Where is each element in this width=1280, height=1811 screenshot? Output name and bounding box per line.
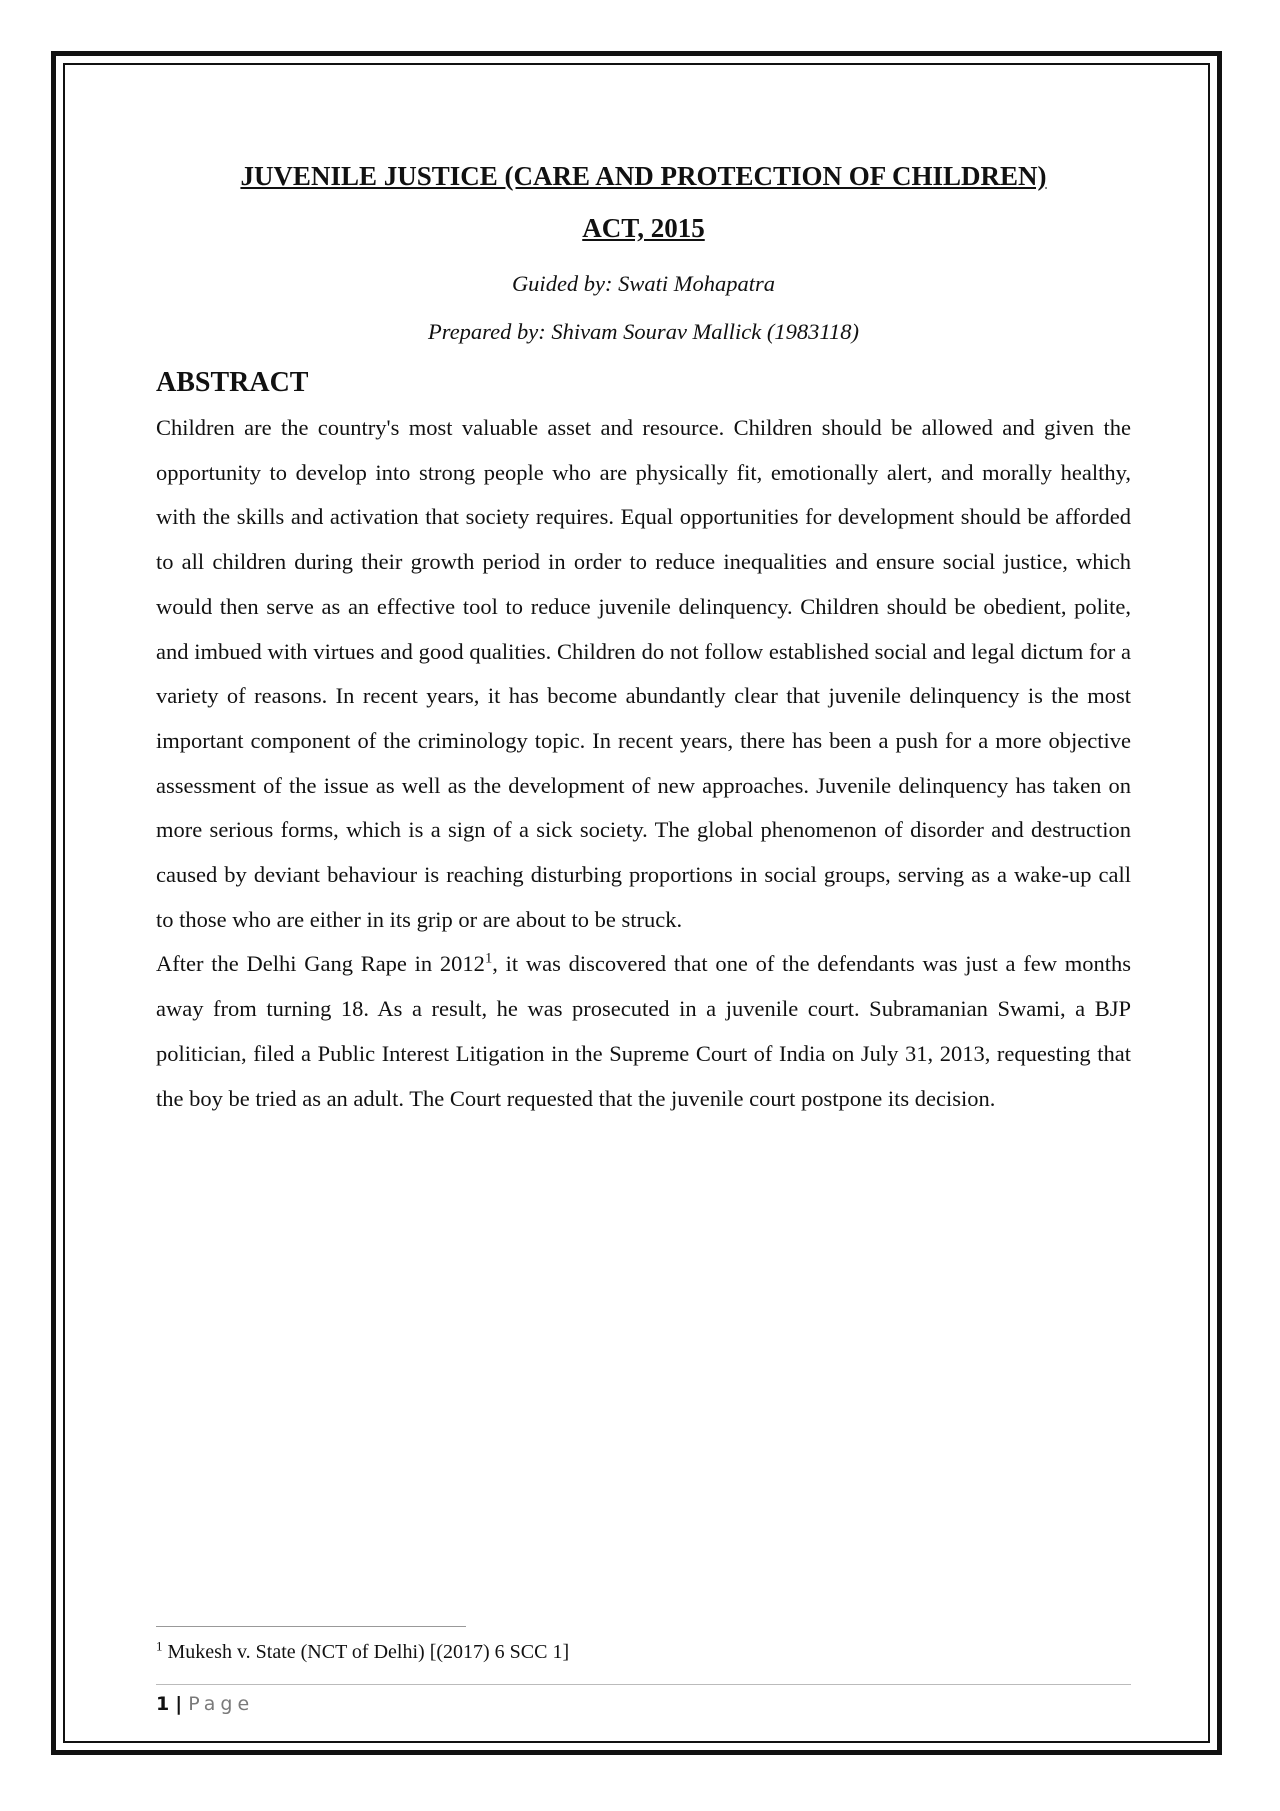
page-footer <box>156 1690 254 1718</box>
abstract-paragraph-2 <box>156 942 1131 1121</box>
document-title-line-2: ACT, 2015 <box>582 213 705 243</box>
page-number: 1 <box>156 1693 170 1715</box>
page-label: Page <box>188 1693 255 1715</box>
guided-by: Guided by: Swati Mohapatra <box>511 271 776 296</box>
abstract-paragraph-1: Children are the country's most valuable asset and resource. Children should be allowed and given the opportunity to develop into strong people who are physically fit, emotionally alert, and morally healthy, with the skills and activation that society requires. Equal opportunities for development should be afforded to all children during their growth period in order to reduce inequalities and ensure social justice, which would then serve as an effective tool to reduce juvenile delinquency. Children should be obedient, polite, and imbued with virtues and good qualities. Children do not follow established social and legal dictum for a variety of reasons. In recent years, it has become abundantly clear that juvenile delinquency is the most important component of the criminology topic. In recent years, there has been a push for a more objective assessment of the issue as well as the development of new approaches. Juvenile delinquency has taken on more serious forms, which is a sign of a sick society. The global phenomenon of disorder and destruction caused by deviant behaviour is reaching disturbing proportions in social groups, serving as a wake-up call to those who are either in its grip or are about to be struck. <box>156 415 1131 932</box>
footnote-text: Mukesh v. State (NCT of Delhi) [(2017) 6 SCC 1] <box>162 1641 570 1663</box>
paragraph-2-text-end: , it was discovered that one of the defendants was just a few months away from turning 18. As a result, he was prosecuted in a juvenile court. Subramanian Swami, a BJP politician, filed a Public Interest Litigation in the Supreme Court of India on July 31, 2013, requesting that the boy be tried as an adult. The Court requested that the juvenile court postpone its decision. <box>156 951 1131 1111</box>
prepared-by: Prepared by: Shivam Sourav Mallick (1983118) <box>428 319 859 344</box>
footer-divider <box>156 1684 1131 1685</box>
page-separator: | <box>175 1693 183 1715</box>
abstract-heading: ABSTRACT <box>156 367 309 398</box>
paragraph-2-text-start: After the Delhi Gang Rape in 2012 <box>156 951 485 977</box>
document-body <box>156 150 1131 1121</box>
document-title-line-1: JUVENILE JUSTICE (CARE AND PROTECTION OF CHILDREN) <box>240 161 1047 191</box>
footnote <box>156 1638 569 1666</box>
footnote-separator <box>156 1626 466 1627</box>
footnote-marker: 1 <box>156 1638 163 1654</box>
footnote-reference[interactable]: 1 <box>484 950 493 967</box>
